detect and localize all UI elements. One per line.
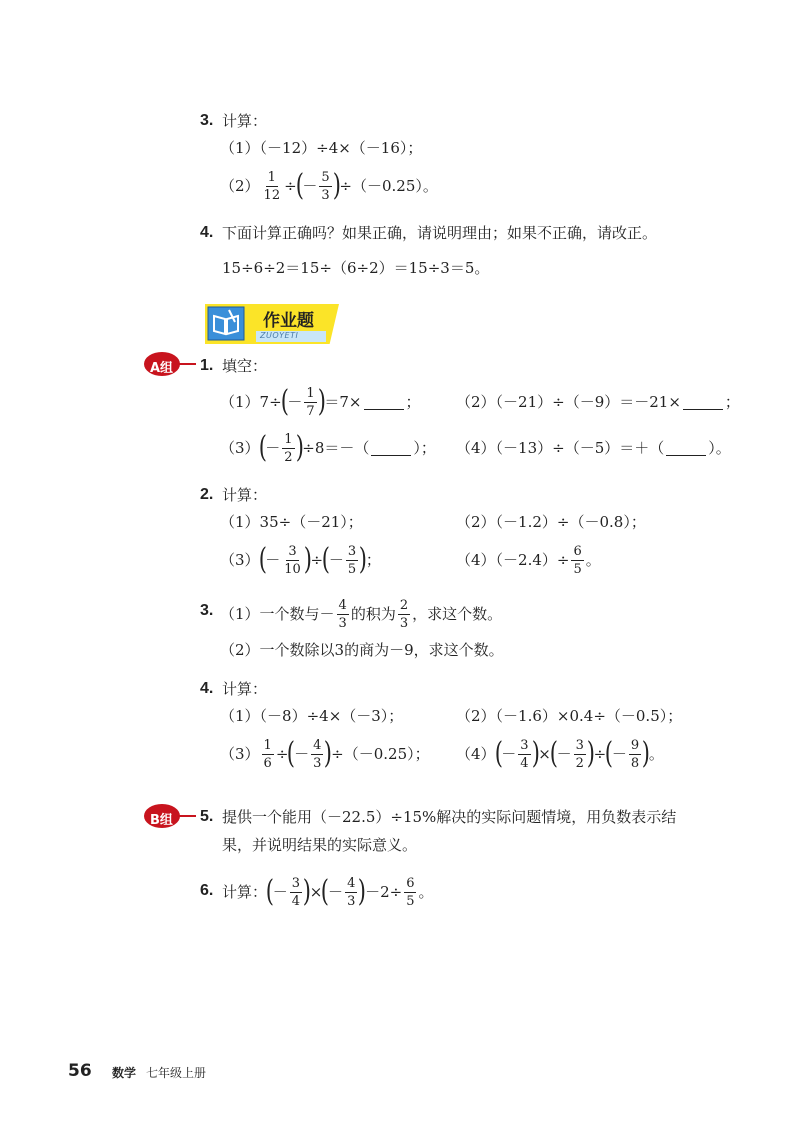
fraction: $\frac{1}{6}$ bbox=[263, 737, 272, 771]
paren-open: ( bbox=[604, 736, 614, 771]
h2-part3 bbox=[220, 540, 381, 580]
fraction: $\frac{3}{4}$ bbox=[520, 737, 529, 771]
expression: （2）（－1.2）÷（－0.8）； bbox=[456, 513, 646, 531]
question-number: 6. bbox=[200, 882, 214, 899]
minus-sign: － bbox=[265, 551, 281, 569]
part-label: （1）7÷ bbox=[220, 393, 282, 411]
paren-close: ) bbox=[303, 542, 312, 577]
expression: （2）（－1.6）×0.4÷（－0.5）； bbox=[456, 707, 683, 725]
expression-tail: ，求这个数。 bbox=[412, 605, 503, 623]
punctuation: ； bbox=[724, 393, 740, 411]
q3-part1 bbox=[220, 136, 422, 160]
fraction: $\frac{3}{10}$ bbox=[284, 543, 301, 577]
group-b-label: B组 bbox=[150, 813, 173, 828]
operator: ÷ bbox=[284, 177, 297, 195]
paren-close: ) bbox=[358, 874, 367, 909]
punctuation: ； bbox=[405, 393, 421, 411]
paren-open: ( bbox=[258, 542, 267, 577]
question-title: 计算： bbox=[222, 112, 268, 130]
paren-close: ) bbox=[302, 874, 311, 909]
h1-part2 bbox=[456, 390, 740, 414]
minus-sign: － bbox=[611, 745, 627, 763]
minus-sign: － bbox=[328, 883, 344, 901]
paren-close: ) bbox=[586, 736, 595, 771]
h4-part1 bbox=[220, 704, 403, 728]
fraction: $\frac{1}{2}$ bbox=[284, 431, 293, 465]
question-number: 3. bbox=[200, 602, 214, 619]
minus-sign: － bbox=[294, 745, 310, 763]
part-label: （3） bbox=[220, 745, 260, 763]
fraction: $\frac{4}{3}$ bbox=[313, 737, 322, 771]
answer-blank[interactable] bbox=[364, 394, 404, 410]
fraction: $\frac{5}{3}$ bbox=[321, 169, 330, 203]
question-number: 4. bbox=[200, 224, 214, 241]
punctuation: ）； bbox=[413, 439, 436, 457]
question-number: 1. bbox=[200, 357, 214, 374]
question-title: 填空： bbox=[222, 357, 268, 375]
punctuation: ； bbox=[365, 551, 381, 569]
fraction: $\frac{3}{2}$ bbox=[575, 737, 584, 771]
punctuation: 。 bbox=[648, 745, 664, 763]
question-text-line2: 果，并说明结果的实际意义。 bbox=[222, 836, 418, 854]
paren-open: ( bbox=[258, 430, 267, 465]
question-number: 4. bbox=[200, 680, 214, 697]
paren-open: ( bbox=[321, 874, 330, 909]
expression: （2）一个数除以3的商为－9，求这个数。 bbox=[220, 641, 504, 659]
h1-part4 bbox=[456, 436, 731, 460]
part-label: （4） bbox=[456, 745, 496, 763]
fraction: $\frac{1}{12}$ bbox=[263, 169, 281, 203]
question-title: 计算： bbox=[222, 883, 268, 901]
minus-sign: － bbox=[272, 883, 288, 901]
fraction: $\frac{3}{4}$ bbox=[291, 875, 301, 909]
group-a-label: A组 bbox=[150, 361, 174, 376]
answer-blank[interactable] bbox=[666, 440, 706, 456]
h1-part3 bbox=[220, 428, 436, 468]
paren-close: ) bbox=[324, 736, 333, 771]
homework-title: 作业题 bbox=[263, 311, 314, 331]
part-label: （3） bbox=[220, 439, 260, 457]
question-number: 3. bbox=[200, 112, 214, 129]
paren-open: ( bbox=[265, 874, 274, 909]
book-icon bbox=[207, 304, 245, 342]
paren-open: ( bbox=[287, 736, 296, 771]
h3-part2 bbox=[220, 638, 504, 662]
question-number: 2. bbox=[200, 486, 214, 503]
homework-pinyin: ZUOYETI bbox=[260, 331, 299, 340]
question-text-line1: 提供一个能用（－22.5）÷15%解决的实际问题情境，用负数表示结 bbox=[222, 808, 677, 826]
q4-expression bbox=[222, 256, 489, 280]
minus-sign: － bbox=[556, 745, 572, 763]
fraction: $\frac{6}{5}$ bbox=[573, 543, 582, 577]
h6-expression bbox=[222, 872, 433, 912]
part-label: （3） bbox=[220, 551, 260, 569]
fraction: $\frac{4}{3}$ bbox=[347, 875, 356, 909]
expression: （1）一个数与－ bbox=[220, 605, 335, 623]
expression: （2）（－21）÷（－9）＝－21× bbox=[456, 393, 681, 411]
operator: × bbox=[309, 883, 323, 901]
expression: （4）（－13）÷（－5）＝＋（ bbox=[456, 439, 665, 457]
expression-tail: ÷8＝－（ bbox=[302, 439, 370, 457]
minus-sign: － bbox=[265, 439, 281, 457]
h1-part1 bbox=[220, 382, 421, 422]
subject: 数学 bbox=[112, 1066, 137, 1080]
fraction: $\frac{1}{7}$ bbox=[306, 385, 315, 419]
fraction: $\frac{2}{3}$ bbox=[399, 597, 409, 631]
answer-blank[interactable] bbox=[683, 394, 723, 410]
q3-part2 bbox=[220, 166, 438, 206]
fraction: $\frac{9}{8}$ bbox=[630, 737, 640, 771]
fraction: $\frac{4}{3}$ bbox=[338, 597, 347, 631]
expression: （1）35÷（－21）； bbox=[220, 513, 363, 531]
punctuation: 。 bbox=[585, 551, 601, 569]
book-title bbox=[112, 1064, 206, 1081]
operator: × bbox=[538, 745, 551, 763]
operator: ÷ bbox=[275, 745, 289, 763]
paren-close: ) bbox=[641, 736, 651, 771]
h2-part4 bbox=[456, 540, 601, 580]
punctuation: 。 bbox=[418, 883, 434, 901]
expression: －2÷ bbox=[365, 883, 403, 901]
h4-part2 bbox=[456, 704, 682, 728]
minus-sign: － bbox=[328, 551, 344, 569]
expression: 15÷6÷2＝15÷（6÷2）＝15÷3＝5。 bbox=[222, 259, 490, 277]
fraction: $\frac{6}{5}$ bbox=[406, 875, 415, 909]
paren-close: ) bbox=[295, 430, 304, 465]
paren-open: ( bbox=[549, 736, 558, 771]
expression: （4）（－2.4）÷ bbox=[456, 551, 570, 569]
paren-open: ( bbox=[494, 736, 503, 771]
h2-part1 bbox=[220, 510, 363, 534]
question-title: 下面计算正确吗？如果正确，请说明理由；如果不正确，请改正。 bbox=[222, 224, 658, 242]
question-title: 计算： bbox=[222, 680, 268, 698]
question-title: 计算： bbox=[222, 486, 268, 504]
question-number: 5. bbox=[200, 808, 214, 825]
paren-close: ) bbox=[317, 384, 326, 419]
answer-blank[interactable] bbox=[371, 440, 411, 456]
h4-part4 bbox=[456, 734, 664, 774]
paren-open: ( bbox=[295, 168, 304, 203]
h2-part2 bbox=[456, 510, 646, 534]
operator: ÷ bbox=[310, 551, 324, 569]
paren-open: ( bbox=[321, 542, 331, 577]
h4-part3 bbox=[220, 734, 430, 774]
expression: （1）（－8）÷4×（－3）； bbox=[220, 707, 404, 725]
grade: 七年级上册 bbox=[146, 1066, 207, 1080]
paren-close: ) bbox=[358, 542, 368, 577]
part-label: （2） bbox=[220, 177, 260, 195]
paren-close: ) bbox=[531, 736, 540, 771]
punctuation: ）。 bbox=[708, 439, 731, 457]
page-number: 56 bbox=[68, 1061, 92, 1081]
h3-part1 bbox=[220, 594, 502, 634]
fraction: $\frac{3}{5}$ bbox=[347, 543, 357, 577]
minus-sign: － bbox=[302, 177, 318, 195]
paren-close: ) bbox=[332, 168, 341, 203]
expression-tail: ＝7× bbox=[324, 393, 362, 411]
operator: ÷ bbox=[593, 745, 607, 763]
expression-tail: ÷（－0.25）； bbox=[331, 745, 430, 763]
minus-sign: － bbox=[287, 393, 303, 411]
expression-tail: ÷（－0.25）。 bbox=[339, 177, 438, 195]
q3-part1-text: （1）（－12）÷4×（－16）； bbox=[220, 139, 423, 157]
expression: 的积为 bbox=[350, 605, 396, 623]
paren-open: ( bbox=[280, 384, 289, 419]
minus-sign: － bbox=[501, 745, 517, 763]
